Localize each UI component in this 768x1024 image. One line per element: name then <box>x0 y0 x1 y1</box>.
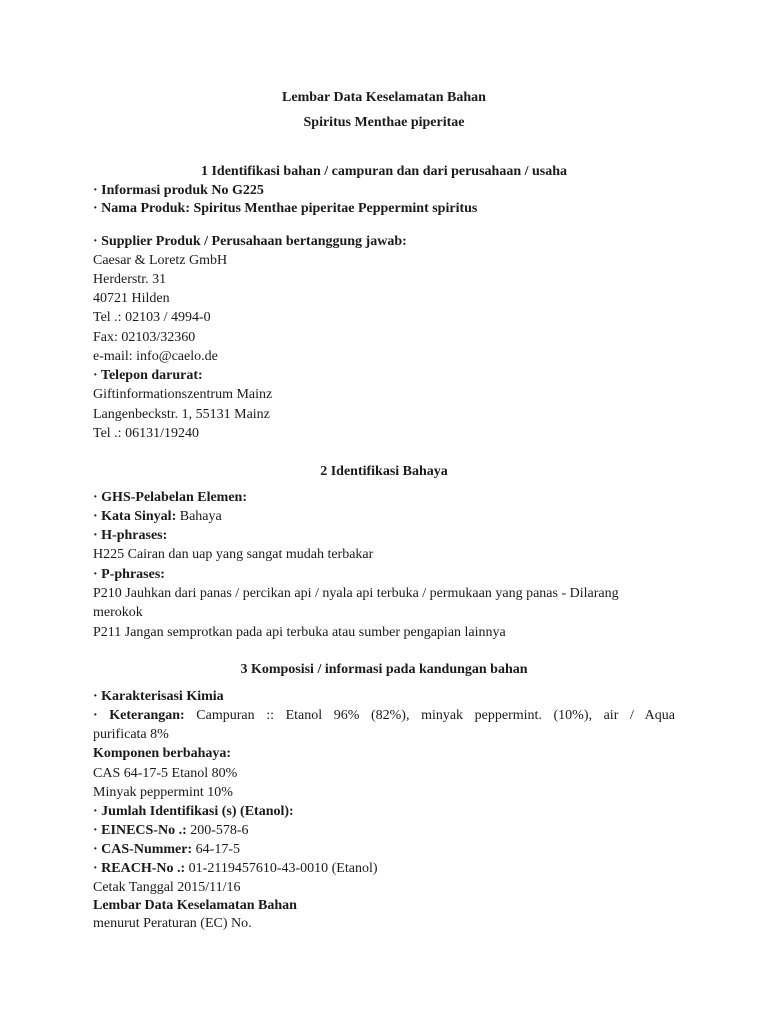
description-value: Campuran :: Etanol 96% (82%), minyak peppermint. (10%), air / Aqua <box>184 708 675 723</box>
p210-statement: P210 Jauhkan dari panas / percikan api / nyala api terbuka / permukaan yang panas - Dilarang <box>93 586 619 601</box>
section-3-heading: 3 Komposisi / informasi pada kandungan bahan <box>240 662 528 677</box>
h225-statement: H225 Cairan dan uap yang sangat mudah terbakar <box>93 547 374 562</box>
supplier-label: · Supplier Produk / Perusahaan bertanggung jawab: <box>93 234 407 249</box>
identification-label: · Jumlah Identifikasi (s) (Etanol): <box>93 804 294 819</box>
einecs-label: · EINECS-No .: <box>93 823 187 838</box>
supplier-line: Tel .: 02103 / 4994-0 <box>93 310 211 325</box>
description-continued: purificata 8% <box>93 727 169 742</box>
cas-label: · CAS-Nummer: <box>93 842 193 857</box>
cas-value: 64-17-5 <box>192 842 240 857</box>
product-info-line: · Informasi produk No G225 <box>93 183 264 198</box>
chem-characterization-label: · Karakterisasi Kimia <box>93 689 224 704</box>
supplier-email: e-mail: info@caelo.de <box>93 349 218 364</box>
hazardous-components-label: Komponen berbahaya: <box>93 746 232 761</box>
p-phrases-label: · P-phrases: <box>93 567 165 582</box>
description-label: · Keterangan: <box>93 708 185 723</box>
einecs-value: 200-578-6 <box>186 823 249 838</box>
product-name-line: · Nama Produk: Spiritus Menthae piperitae Peppermint spiritus <box>93 201 478 216</box>
section-2-heading: 2 Identifikasi Bahaya <box>320 464 448 479</box>
ghs-label: · GHS-Pelabelan Elemen: <box>93 490 247 505</box>
hazardous-component: CAS 64-17-5 Etanol 80% <box>93 766 238 781</box>
document-title: Lembar Data Keselamatan Bahan <box>282 90 486 105</box>
supplier-line: Fax: 02103/32360 <box>93 330 196 345</box>
supplier-line: 40721 Hilden <box>93 291 170 306</box>
regulation-line: menurut Peraturan (EC) No. <box>93 916 252 931</box>
signal-word-value: Bahaya <box>176 509 222 524</box>
emergency-label: · Telepon darurat: <box>93 368 203 383</box>
h-phrases-label: · H-phrases: <box>93 528 168 543</box>
signal-word-label: · Kata Sinyal: <box>93 509 177 524</box>
emergency-line: Giftinformationszentrum Mainz <box>93 387 273 402</box>
signal-word-line <box>93 507 222 526</box>
hazardous-component: Minyak peppermint 10% <box>93 785 233 800</box>
emergency-line: Tel .: 06131/19240 <box>93 426 199 441</box>
emergency-line: Langenbeckstr. 1, 55131 Mainz <box>93 407 270 422</box>
print-date: Cetak Tanggal 2015/11/16 <box>93 880 241 895</box>
document-subtitle: Spiritus Menthae piperitae <box>303 115 465 130</box>
reach-value: 01-2119457610-43-0010 (Etanol) <box>185 861 378 876</box>
reach-line <box>93 859 378 878</box>
supplier-line: Herderstr. 31 <box>93 272 167 287</box>
cas-line <box>93 840 240 859</box>
supplier-line: Caesar & Loretz GmbH <box>93 253 228 268</box>
reach-label: · REACH-No .: <box>93 861 186 876</box>
document-page <box>93 0 675 1024</box>
footer-title: Lembar Data Keselamatan Bahan <box>93 898 297 913</box>
einecs-line <box>93 821 249 840</box>
p210-statement-continued: merokok <box>93 605 143 620</box>
p211-statement: P211 Jangan semprotkan pada api terbuka atau sumber pengapian lainnya <box>93 625 506 640</box>
section-1-heading: 1 Identifikasi bahan / campuran dan dari perusahaan / usaha <box>200 164 568 179</box>
description-line <box>93 706 675 725</box>
